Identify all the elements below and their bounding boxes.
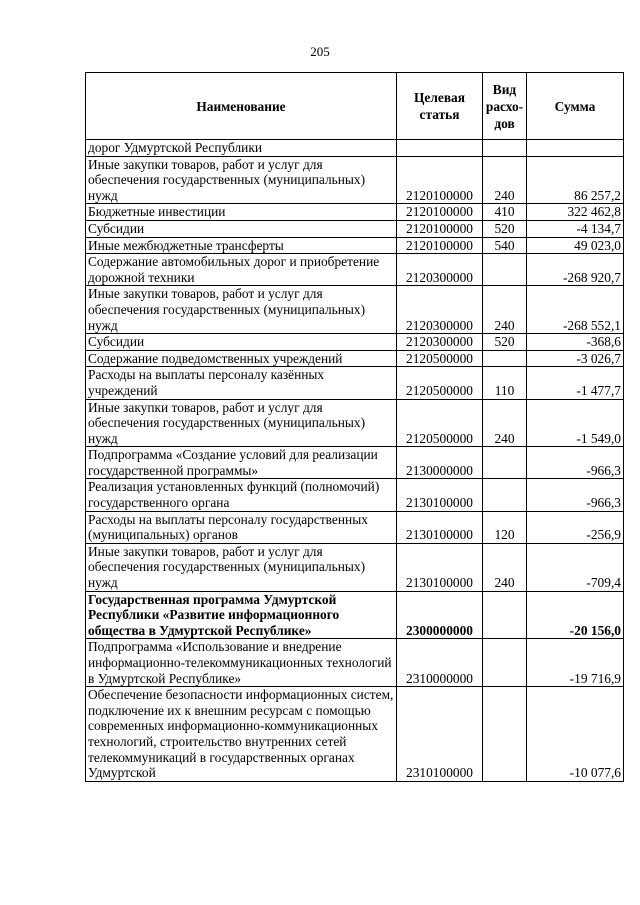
cell-expense-type [483, 687, 527, 782]
cell-expense-type [483, 350, 527, 367]
table-row [86, 220, 624, 237]
header-name: Наименование [86, 73, 397, 140]
table-row [86, 156, 624, 204]
cell-name: Субсидии [86, 220, 397, 237]
page-number: 205 [310, 44, 330, 59]
cell-name: Иные закупки товаров, работ и услуг для обеспечения государственных (муниципальных) нужд [86, 399, 397, 447]
cell-name: Подпрограмма «Использование и внедрение информационно-телекоммуникационных технологий в Удмуртской Республике» [86, 639, 397, 687]
cell-expense-type [483, 591, 527, 639]
cell-sum: -709,4 [527, 543, 624, 591]
cell-sum: -3 026,7 [527, 350, 624, 367]
cell-target-article: 2120100000 [397, 220, 483, 237]
cell-target-article: 2310100000 [397, 687, 483, 782]
cell-sum [527, 140, 624, 157]
cell-target-article: 2120500000 [397, 399, 483, 447]
header-target-article: Целевая статья [397, 73, 483, 140]
table-row [86, 511, 624, 543]
cell-sum: -268 920,7 [527, 254, 624, 286]
cell-sum: -368,6 [527, 334, 624, 351]
table-row [86, 479, 624, 511]
header-expense-type: Вид расхо-дов [483, 73, 527, 140]
cell-name: Расходы на выплаты персоналу государственных (муниципальных) органов [86, 511, 397, 543]
table-row [86, 334, 624, 351]
cell-target-article: 2120100000 [397, 204, 483, 221]
cell-name: Реализация установленных функций (полномочий) государственного органа [86, 479, 397, 511]
cell-name: Расходы на выплаты персоналу казённых учреждений [86, 367, 397, 399]
cell-target-article: 2310000000 [397, 639, 483, 687]
cell-target-article: 2130100000 [397, 479, 483, 511]
cell-sum: -966,3 [527, 479, 624, 511]
table-body [86, 140, 624, 782]
cell-expense-type: 520 [483, 334, 527, 351]
cell-target-article: 2120500000 [397, 350, 483, 367]
cell-sum: -20 156,0 [527, 591, 624, 639]
cell-expense-type: 240 [483, 543, 527, 591]
cell-expense-type: 240 [483, 156, 527, 204]
cell-expense-type: 410 [483, 204, 527, 221]
cell-expense-type: 240 [483, 286, 527, 334]
cell-target-article: 2120300000 [397, 254, 483, 286]
table-row [86, 543, 624, 591]
cell-expense-type: 240 [483, 399, 527, 447]
cell-expense-type: 120 [483, 511, 527, 543]
cell-target-article: 2300000000 [397, 591, 483, 639]
table-row [86, 286, 624, 334]
cell-name: Бюджетные инвестиции [86, 204, 397, 221]
cell-sum: -966,3 [527, 447, 624, 479]
table-row [86, 367, 624, 399]
cell-expense-type: 110 [483, 367, 527, 399]
table-header-row [86, 73, 624, 140]
cell-sum: -4 134,7 [527, 220, 624, 237]
cell-sum: 49 023,0 [527, 237, 624, 254]
cell-expense-type [483, 254, 527, 286]
table-row [86, 447, 624, 479]
cell-name: Иные закупки товаров, работ и услуг для обеспечения государственных (муниципальных) нужд [86, 156, 397, 204]
table-row [86, 254, 624, 286]
cell-sum: -1 549,0 [527, 399, 624, 447]
cell-name: Субсидии [86, 334, 397, 351]
cell-expense-type [483, 639, 527, 687]
cell-sum: -268 552,1 [527, 286, 624, 334]
cell-name: Обеспечение безопасности информационных систем, подключение их к внешним ресурсам с помощью современных информационно-коммуникационных технологий, строительство внутренних сетей телекоммуникаций в государственных органах Удмуртской [86, 687, 397, 782]
cell-target-article [397, 140, 483, 157]
cell-expense-type [483, 140, 527, 157]
cell-name: Иные закупки товаров, работ и услуг для обеспечения государственных (муниципальных) нужд [86, 286, 397, 334]
cell-name: Иные закупки товаров, работ и услуг для обеспечения государственных (муниципальных) нужд [86, 543, 397, 591]
table-row [86, 639, 624, 687]
cell-expense-type [483, 479, 527, 511]
table-row [86, 591, 624, 639]
budget-table [85, 72, 624, 782]
cell-target-article: 2120100000 [397, 156, 483, 204]
cell-target-article: 2120500000 [397, 367, 483, 399]
table-row [86, 237, 624, 254]
table-row [86, 399, 624, 447]
cell-target-article: 2130100000 [397, 543, 483, 591]
cell-sum: 322 462,8 [527, 204, 624, 221]
cell-target-article: 2120300000 [397, 334, 483, 351]
cell-expense-type [483, 447, 527, 479]
cell-name: дорог Удмуртской Республики [86, 140, 397, 157]
cell-name: Государственная программа Удмуртской Республики «Развитие информационного общества в Удмуртской Республике» [86, 591, 397, 639]
cell-target-article: 2120300000 [397, 286, 483, 334]
table-row [86, 350, 624, 367]
cell-expense-type: 520 [483, 220, 527, 237]
cell-sum: -19 716,9 [527, 639, 624, 687]
cell-target-article: 2120100000 [397, 237, 483, 254]
cell-name: Содержание автомобильных дорог и приобретение дорожной техники [86, 254, 397, 286]
cell-expense-type: 540 [483, 237, 527, 254]
cell-sum: -1 477,7 [527, 367, 624, 399]
table-row [86, 140, 624, 157]
table-row [86, 204, 624, 221]
cell-name: Иные межбюджетные трансферты [86, 237, 397, 254]
cell-name: Подпрограмма «Создание условий для реализации государственной программы» [86, 447, 397, 479]
cell-sum: -256,9 [527, 511, 624, 543]
cell-name: Содержание подведомственных учреждений [86, 350, 397, 367]
table-row [86, 687, 624, 782]
header-sum: Сумма [527, 73, 624, 140]
cell-target-article: 2130100000 [397, 511, 483, 543]
cell-sum: 86 257,2 [527, 156, 624, 204]
cell-sum: -10 077,6 [527, 687, 624, 782]
cell-target-article: 2130000000 [397, 447, 483, 479]
